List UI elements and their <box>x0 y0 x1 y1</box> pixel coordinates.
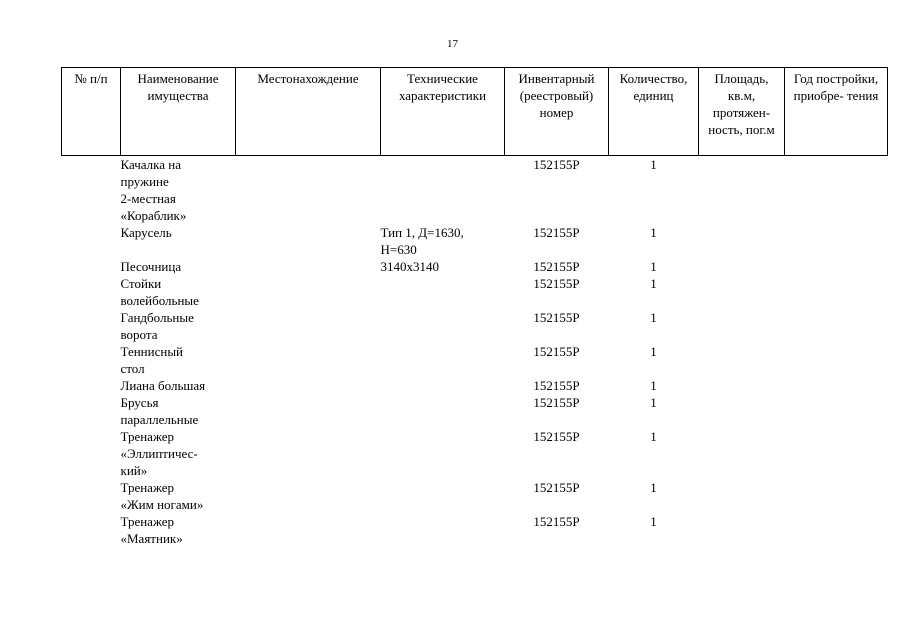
cell-year <box>785 513 888 547</box>
cell-number <box>62 343 121 377</box>
table-row <box>62 479 888 513</box>
cell-inventory-number: 152155Р <box>533 480 580 495</box>
cell-inventory-number: 152155Р <box>533 378 580 393</box>
header-number: № п/п <box>62 68 121 156</box>
cell-quantity: 1 <box>650 259 657 274</box>
table-row <box>62 513 888 547</box>
cell-name: Карусель <box>120 225 172 240</box>
cell-number <box>62 258 121 275</box>
cell-quantity: 1 <box>650 310 657 325</box>
cell-name: Стойки волейбольные <box>120 276 199 308</box>
cell-area <box>699 343 785 377</box>
cell-name: Тренажер «Маятник» <box>120 514 183 546</box>
header-area: Площадь, кв.м, протяжен- ность, пог.м <box>699 68 785 156</box>
cell-technical <box>381 275 505 309</box>
cell-year <box>785 224 888 258</box>
header-location: Местонахождение <box>236 68 381 156</box>
cell-inventory-number: 152155Р <box>533 225 580 240</box>
cell-area <box>699 479 785 513</box>
cell-year <box>785 343 888 377</box>
cell-quantity: 1 <box>650 225 657 240</box>
cell-number <box>62 309 121 343</box>
cell-year <box>785 275 888 309</box>
cell-name: Тренажер «Эллиптичес- кий» <box>120 429 198 478</box>
cell-name: Лиана большая <box>120 378 206 393</box>
cell-inventory-number: 152155Р <box>533 310 580 325</box>
cell-year <box>785 156 888 225</box>
cell-number <box>62 394 121 428</box>
cell-inventory-number: 152155Р <box>533 344 580 359</box>
cell-number <box>62 275 121 309</box>
cell-year <box>785 309 888 343</box>
cell-name: Песочница <box>120 259 182 274</box>
cell-location <box>236 428 381 479</box>
table-row <box>62 394 888 428</box>
cell-location <box>236 513 381 547</box>
cell-area <box>699 428 785 479</box>
cell-location <box>236 156 381 225</box>
table-row <box>62 377 888 394</box>
cell-technical: Тип 1, Д=1630, Н=630 <box>380 225 464 257</box>
cell-inventory-number: 152155Р <box>533 514 580 529</box>
header-name: Наименование имущества <box>121 68 236 156</box>
cell-technical <box>381 156 505 225</box>
cell-inventory-number: 152155Р <box>533 276 580 291</box>
cell-number <box>62 513 121 547</box>
cell-quantity: 1 <box>650 395 657 410</box>
cell-year <box>785 479 888 513</box>
cell-technical <box>381 394 505 428</box>
table-body <box>62 156 888 548</box>
cell-name: Гандбольные ворота <box>120 310 194 342</box>
cell-technical <box>381 377 505 394</box>
cell-quantity: 1 <box>650 429 657 444</box>
cell-technical: 3140х3140 <box>380 259 439 274</box>
cell-area <box>699 377 785 394</box>
cell-number <box>62 224 121 258</box>
cell-area <box>699 513 785 547</box>
cell-technical <box>381 513 505 547</box>
header-year: Год постройки, приобре- тения <box>785 68 888 156</box>
cell-year <box>785 394 888 428</box>
cell-inventory-number: 152155Р <box>533 157 580 172</box>
cell-year <box>785 258 888 275</box>
cell-area <box>699 394 785 428</box>
cell-year <box>785 428 888 479</box>
cell-inventory-number: 152155Р <box>533 395 580 410</box>
cell-location <box>236 275 381 309</box>
cell-inventory-number: 152155Р <box>533 259 580 274</box>
page-number: 17 <box>447 38 458 50</box>
cell-number <box>62 428 121 479</box>
cell-area <box>699 156 785 225</box>
header-quantity: Количество, единиц <box>609 68 699 156</box>
cell-name: Тренажер «Жим ногами» <box>120 480 204 512</box>
header-technical: Технические характеристики <box>381 68 505 156</box>
cell-location <box>236 258 381 275</box>
table-row <box>62 156 888 225</box>
cell-name: Теннисный стол <box>120 344 184 376</box>
cell-technical <box>381 479 505 513</box>
table-header-row <box>62 68 888 156</box>
cell-area <box>699 275 785 309</box>
header-inventory-number: Инвентарный (реестровый) номер <box>505 68 609 156</box>
cell-location <box>236 394 381 428</box>
cell-name: Брусья параллельные <box>120 395 199 427</box>
table-row <box>62 258 888 275</box>
cell-quantity: 1 <box>650 514 657 529</box>
cell-quantity: 1 <box>650 157 657 172</box>
cell-technical <box>381 309 505 343</box>
cell-quantity: 1 <box>650 378 657 393</box>
cell-location <box>236 309 381 343</box>
cell-inventory-number: 152155Р <box>533 429 580 444</box>
cell-technical <box>381 343 505 377</box>
cell-area <box>699 224 785 258</box>
cell-location <box>236 377 381 394</box>
cell-area <box>699 309 785 343</box>
table-row <box>62 343 888 377</box>
cell-number <box>62 479 121 513</box>
table-row <box>62 428 888 479</box>
cell-number <box>62 377 121 394</box>
cell-location <box>236 479 381 513</box>
cell-year <box>785 377 888 394</box>
cell-quantity: 1 <box>650 344 657 359</box>
cell-location <box>236 224 381 258</box>
cell-number <box>62 156 121 225</box>
cell-technical <box>381 428 505 479</box>
cell-area <box>699 258 785 275</box>
cell-quantity: 1 <box>650 480 657 495</box>
cell-quantity: 1 <box>650 276 657 291</box>
table-row <box>62 309 888 343</box>
cell-name: Качалка на пружине 2-местная «Кораблик» <box>120 157 187 223</box>
table-row <box>62 224 888 258</box>
cell-location <box>236 343 381 377</box>
table-row <box>62 275 888 309</box>
inventory-table <box>61 67 888 547</box>
